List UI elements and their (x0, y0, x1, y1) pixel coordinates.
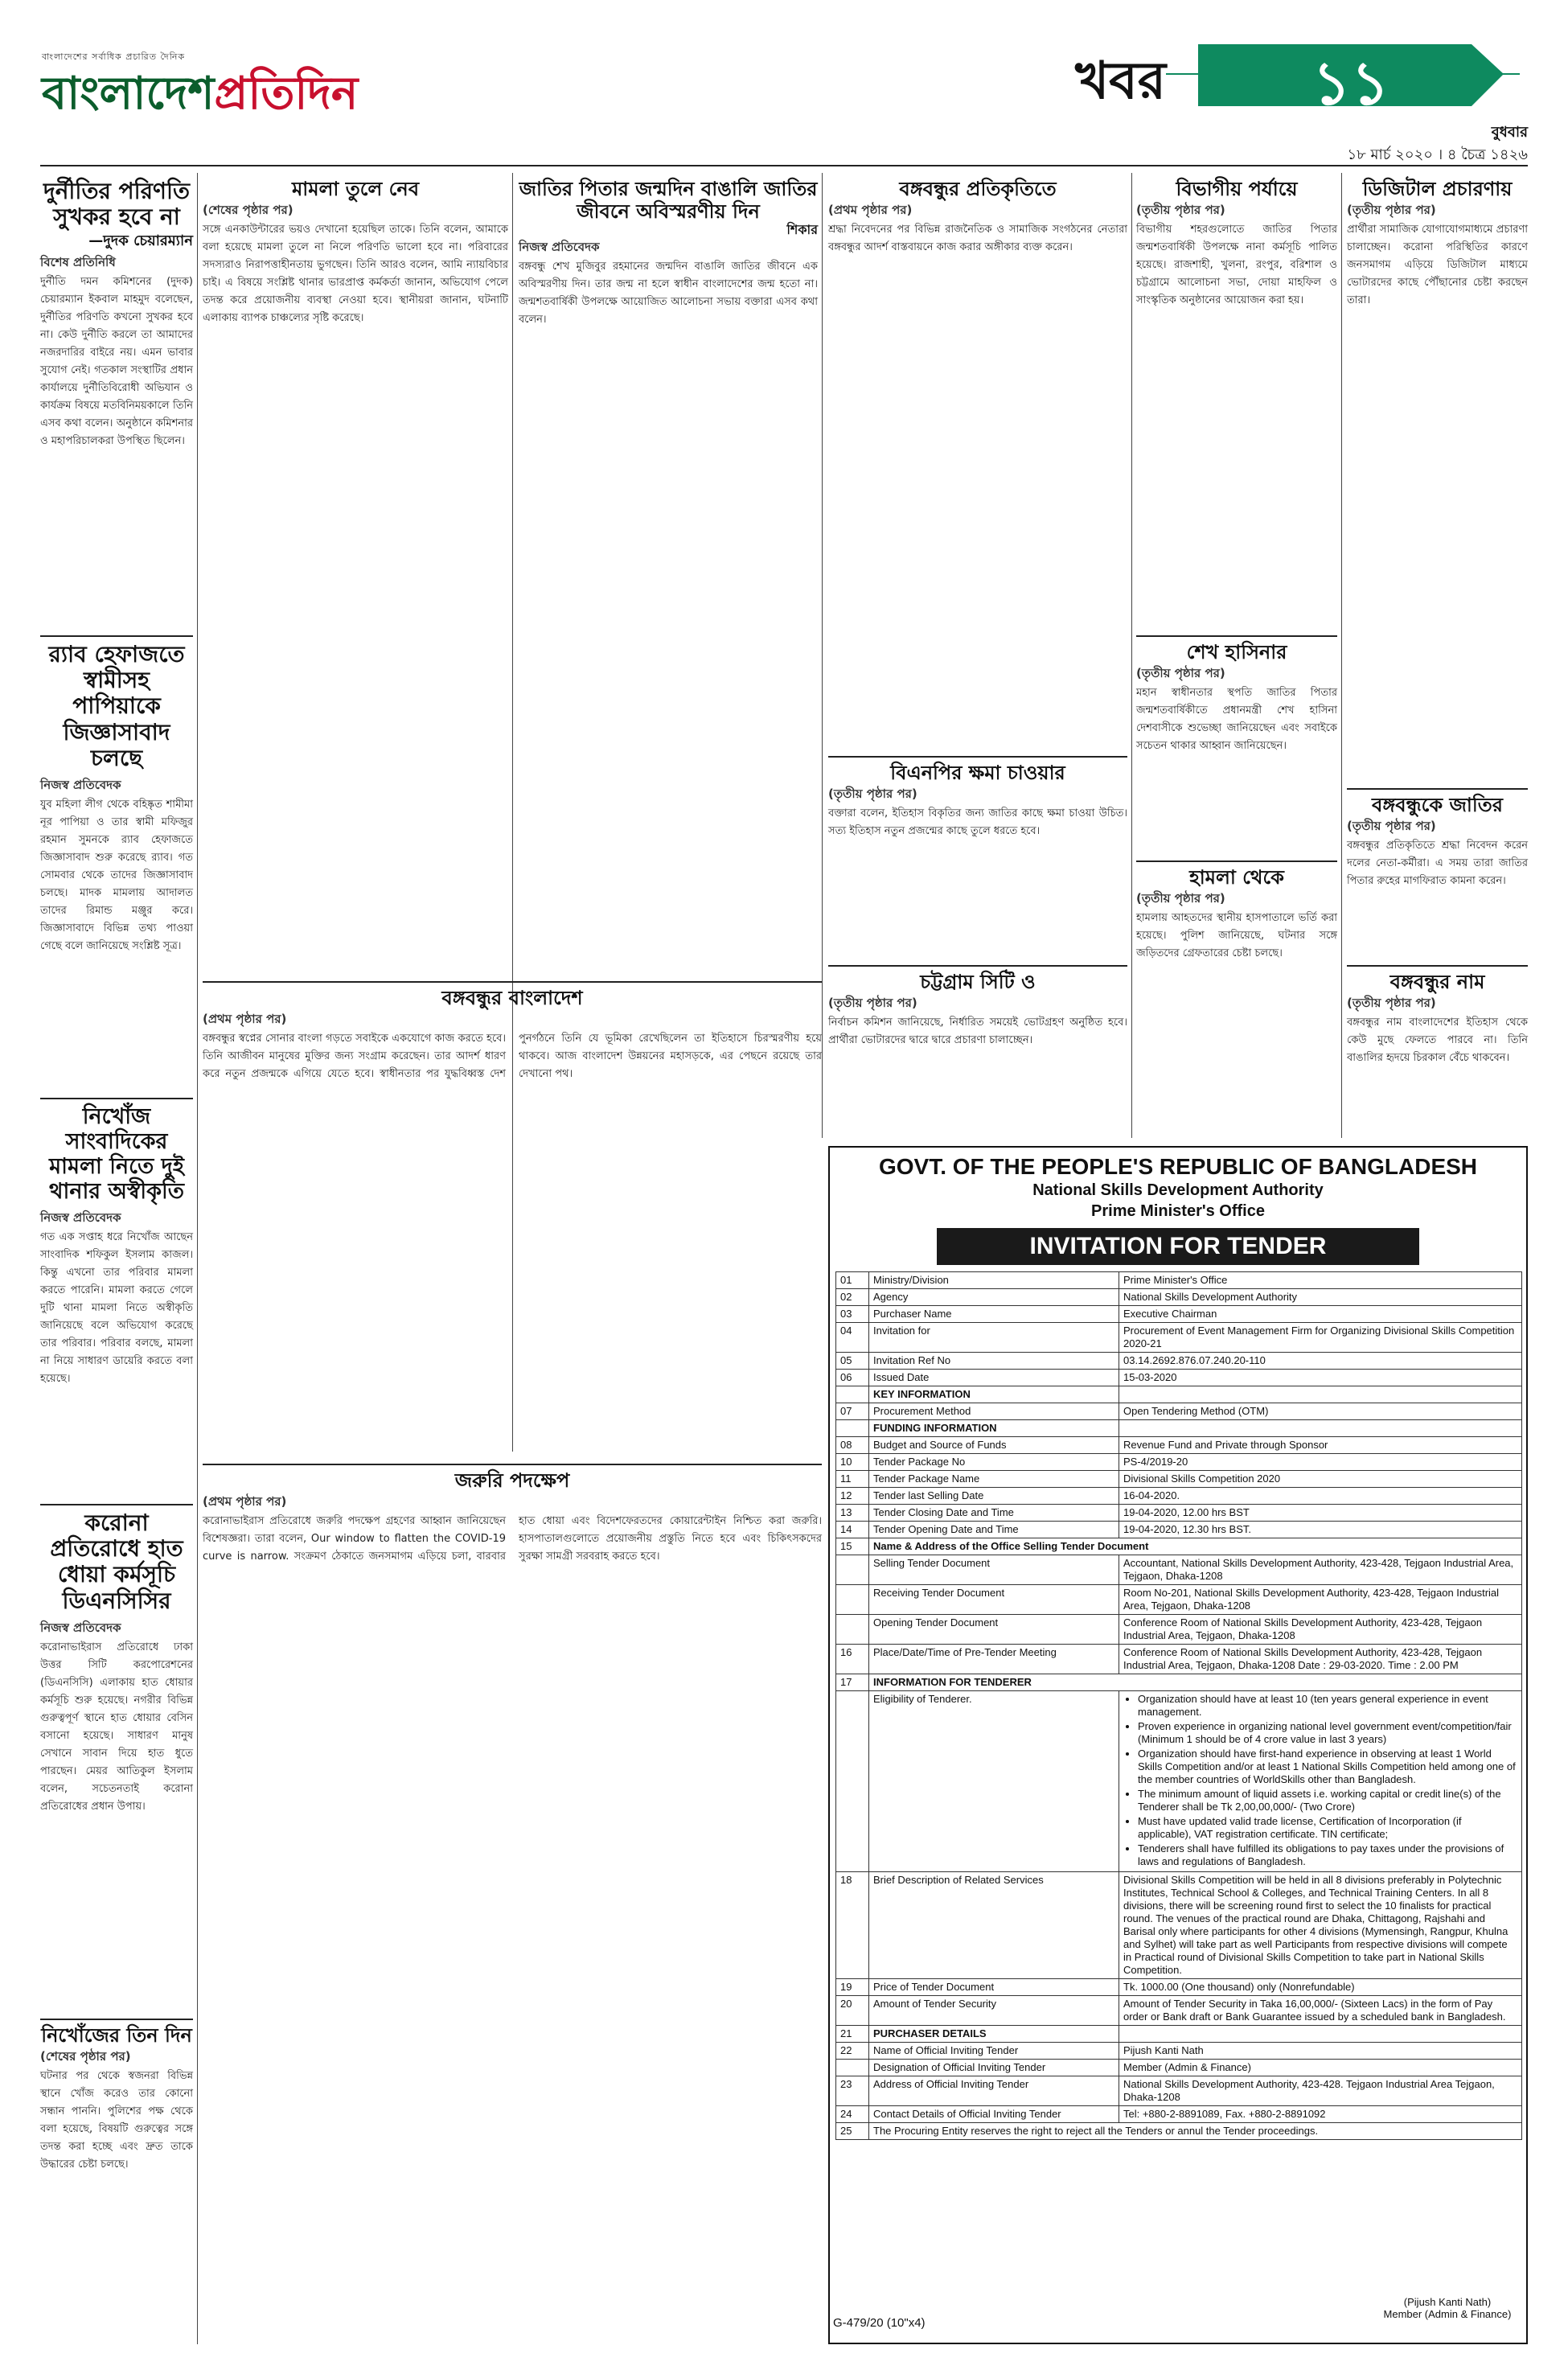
headline: চট্টগ্রাম সিটি ও (920, 971, 1036, 993)
article-divisional (1136, 179, 1337, 581)
tender-title: INVITATION FOR TENDER (937, 1228, 1419, 1265)
continuation: (প্রথম পৃষ্ঠার পর) (203, 1011, 287, 1026)
headline: বিএনপির ক্ষমা চাওয়ার (890, 762, 1065, 784)
headline: বিভাগীয় পর্যায়ে (1176, 178, 1298, 200)
continuation: (প্রথম পৃষ্ঠার পর) (203, 1493, 287, 1509)
masthead-name-part2: প্রতিদিন (214, 67, 359, 120)
tender-row: Designation of Official Inviting Tender Member (Admin & Finance) (836, 2060, 1522, 2076)
continuation: (তৃতীয় পৃষ্ঠার পর) (1347, 818, 1436, 833)
tender-row: FUNDING INFORMATION (836, 1420, 1522, 1437)
article-attack (1136, 860, 1337, 1134)
article-portrait (828, 179, 1127, 613)
tender-row: Opening Tender Document Conference Room of National Skills Development Authority, 423-428, Tejgaon Industrial Area, Tejgaon, Dhaka-1208 (836, 1615, 1522, 1645)
office-rows (836, 1555, 1522, 1645)
tender-row: 20 Amount of Tender Security Amount of Tender Security in Taka 16,00,000/- (Sixteen Lacs) in the form of Pay order or Bank draft or Bank Guarantee issued by a scheduled bank in Bangladesh. (836, 1996, 1522, 2026)
masthead-logo (42, 50, 359, 138)
tender-rows (836, 1272, 1522, 1538)
tender-row: 22 Name of Official Inviting Tender Pijush Kanti Nath (836, 2043, 1522, 2060)
byline: নিজস্ব প্রতিবেদক (40, 777, 121, 792)
tender-row: 01 Ministry/Division Prime Minister's Office (836, 1272, 1522, 1289)
tender-row: 19 Price of Tender Document Tk. 1000.00 (One thousand) only (Nonrefundable) (836, 1979, 1522, 1996)
header-rule (40, 165, 1528, 166)
page-number-badge (1166, 32, 1520, 117)
column-divider (822, 173, 823, 1138)
tender-row: Selling Tender Document Accountant, National Skills Development Authority, 423-428, Tejgaon Industrial Area, Tejgaon, Dhaka-1208 (836, 1555, 1522, 1585)
article-body: দুর্নীতি দমন কমিশনের (দুদক) চেয়ারম্যান ইকবাল মাহমুদ বলেছেন, দুর্নীতির পরিণতি কখনো সুখকর হবে না। কেউ দুর্নীতি করলে তা আমাদের নজরদারির বাইরে নয়। এমন ভাবার সুযোগ নেই। গতকাল সংস্থাটির প্রধান কার্যালয়ে দুর্নীতিবিরোধী অভিযান ও কার্যক্রম বিষয়ে মতবিনিময়কালে তিনি এসব কথা বলেন। অনুষ্ঠানে কমিশনার ও মহাপরিচালকরা উপস্থিত ছিলেন। (40, 276, 193, 448)
headline: নিখোঁজ সাংবাদিকের মামলা নিতে দুই থানার অস্বীকৃতি (49, 1104, 184, 1205)
masthead-tagline: বাংলাদেশের সর্বাধিক প্রচারিত দৈনিক (42, 51, 186, 62)
tender-office: Prime Minister's Office (1091, 1202, 1265, 1220)
continuation: (শেষের পৃষ্ঠার পর) (203, 202, 293, 217)
continuation: (তৃতীয় পৃষ্ঠার পর) (1347, 202, 1436, 217)
headline: বঙ্গবন্ধুর বাংলাদেশ (441, 987, 583, 1009)
eligibility-item: • Tenderers shall have fulfilled its obligations to pay taxes under the provisions of laws and regulations of Bangladesh. (1138, 1842, 1517, 1868)
tender-row: 06 Issued Date 15-03-2020 (836, 1370, 1522, 1386)
tender-row: 10 Tender Package No PS-4/2019-20 (836, 1454, 1522, 1471)
tender-notice (828, 1146, 1528, 2344)
byline: নিজস্ব প্রতিবেদক (519, 239, 600, 254)
eligibility-item: • Must have updated valid trade license, Certification of Incorporation (if applicable), VAT registration certificate. TIN certificate; (1138, 1815, 1517, 1841)
tender-row-eligibility (836, 1691, 1522, 1872)
article-body: মহান স্বাধীনতার স্থপতি জাতির পিতার জন্মশতবার্ষিকীতে প্রধানমন্ত্রী শেখ হাসিনা দেশবাসীকে শুভেচ্ছা জানিয়েছেন এবং সবাইকে সচেতন থাকার আহ্বান জানিয়েছেন। (1136, 686, 1337, 752)
tender-row: 07 Procurement Method Open Tendering Method (OTM) (836, 1403, 1522, 1420)
tender-row-brief: 18 Brief Description of Related Services Divisional Skills Competition will be held in all 8 divisions preferably in Polytechnic Institutes, Technical School & Colleges, and Technical Training Centers. In all 8 divisions, there will be screening round first to select the 10 finalists for practical round. The venues of the practical round are Dhaka, Chittagong, Rajshahi and Barisal only where participants for other 4 divisions (Mymensingh, Rangpur, Khulna and Sylhet) will take part as well Participants from respective divisions will compete in Practical round of Divisional Skills Competition to take part in National Skills Competition. (836, 1872, 1522, 1979)
article-body: বঙ্গবন্ধুর স্বপ্নের সোনার বাংলা গড়তে সবাইকে একযোগে কাজ করতে হবে। তিনি আজীবন মানুষের মুক্তির জন্য সংগ্রাম করেছেন। তার আদর্শ ধারণ করে নতুন প্রজন্মকে এগিয়ে যেতে হবে। স্বাধীনতার পর যুদ্ধবিধ্বস্ত দেশ পুনর্গঠনে তিনি যে ভূমিকা রেখেছিলেন তা ইতিহাসে চিরস্মরণীয় হয়ে থাকবে। আজ বাংলাদেশ উন্নয়নের মহাসড়কে, এর পেছনে রয়েছে তার দেখানো পথ। (203, 1032, 822, 1080)
headline: জরুরি পদক্ষেপ (454, 1469, 570, 1492)
tender-code: G-479/20 (10"x4) (833, 2316, 926, 2330)
kicker: শিকার (786, 222, 818, 238)
article-body: বিভাগীয় শহরগুলোতে জাতির পিতার জন্মশতবার্ষিকী উপলক্ষে নানা কর্মসূচি পালিত হয়েছে। রাজশাহী, খুলনা, রংপুর, বরিশাল ও চট্টগ্রামে আলোচনা সভা, দোয়া মাহফিল ও সাংস্কৃতিক অনুষ্ঠানের আয়োজন করা হয়। (1136, 223, 1337, 306)
section-title: খবর (1075, 51, 1166, 111)
article-papia (40, 635, 193, 1086)
headline: বঙ্গবন্ধুর নাম (1389, 971, 1485, 993)
byline: নিজস্ব প্রতিবেদক (40, 1210, 121, 1226)
byline: নিজস্ব প্রতিবেদক (40, 1620, 121, 1635)
tender-row: 24 Contact Details of Official Inviting Tender Tel: +880-2-8891089, Fax. +880-2-8891092 (836, 2106, 1522, 2123)
headline: মামলা তুলে নেব (291, 178, 420, 200)
article-bangabandhus-bangladesh (203, 981, 822, 1456)
tender-authority: National Skills Development Authority (1032, 1181, 1324, 1199)
article-body: সঙ্গে এনকাউন্টারের ভয়ও দেখানো হয়েছিল তাকে। তিনি বলেন, আমাকে বলা হয়েছে মামলা তুলে না নিলে পরিণতি ভালো হবে না। পরিবারের সদস্যরাও নিরাপত্তাহীনতায় ভুগছেন। তিনি আরও বলেন, আমি ন্যায়বিচার চাই। এ বিষয়ে সংশ্লিষ্ট থানার ভারপ্রাপ্ত কর্মকর্তা জানান, অভিযোগ পেলে তদন্ত করে প্রয়োজনীয় ব্যবস্থা নেওয়া হবে। স্থানীয়রা জানান, ঘটনাটি এলাকায় ব্যাপক চাঞ্চল্যের সৃষ্টি করেছে। (203, 223, 508, 324)
masthead-name-part1: বাংলাদেশ (42, 67, 215, 120)
headline: বঙ্গবন্ধুকে জাতির (1372, 794, 1503, 816)
signatory-title: Member (Admin & Finance) (1383, 2308, 1512, 2320)
continuation: (তৃতীয় পৃষ্ঠার পর) (1136, 202, 1225, 217)
column-divider (1131, 173, 1132, 1138)
article-corruption (40, 179, 193, 629)
headline: শেখ হাসিনার (1186, 641, 1287, 663)
issue-date: ১৮ মার্চ ২০২০ । ৪ চৈত্র ১৪২৬ (1347, 146, 1528, 163)
article-missing-three-days (40, 2019, 193, 2340)
tender-row: 16 Place/Date/Time of Pre-Tender Meeting Conference Room of National Skills Development Authority, 423-428, Tejgaon Industrial Area, Tejgaon, Dhaka-1208 Date : 29-03-2020. Time : 2.00 PM (836, 1645, 1522, 1674)
headline: নিখোঁজের তিন দিন (41, 2024, 192, 2047)
continuation: (শেষের পৃষ্ঠার পর) (40, 2048, 131, 2064)
article-urgent-steps (203, 1464, 822, 2340)
article-body: ঘটনার পর থেকে স্বজনরা বিভিন্ন স্থানে খোঁজ করেও তার কোনো সন্ধান পাননি। পুলিশের পক্ষ থেকে বলা হয়েছে, বিষয়টি গুরুত্বের সঙ্গে তদন্ত করা হচ্ছে এবং দ্রুত তাকে উদ্ধারের চেষ্টা চলছে। (40, 2069, 193, 2171)
article-body: করোনাভাইরাস প্রতিরোধে ঢাকা উত্তর সিটি করপোরেশনের (ডিএনসিসি) এলাকায় হাত ধোয়ার কর্মসূচি শুরু হয়েছে। নগরীর বিভিন্ন গুরুত্বপূর্ণ স্থানে হাত ধোয়ার বেসিন বসানো হয়েছে। সাধারণ মানুষ সেখানে সাবান দিয়ে হাত ধুতে পারছেন। মেয়র আতিকুল ইসলাম বলেন, সচেতনতাই করোনা প্রতিরোধের প্রধান উপায়। (40, 1641, 193, 1813)
tender-row: KEY INFORMATION (836, 1386, 1522, 1403)
headline: করোনা প্রতিরোধে হাত ধোয়া কর্মসূচি ডিএনসিসির (50, 1509, 183, 1614)
tender-row: 03 Purchaser Name Executive Chairman (836, 1306, 1522, 1323)
kicker: —দুদক চেয়ারম্যান (88, 232, 193, 250)
continuation: (তৃতীয় পৃষ্ঠার পর) (828, 786, 917, 801)
article-body: করোনাভাইরাস প্রতিরোধে জরুরি পদক্ষেপ গ্রহণের আহ্বান জানিয়েছেন বিশেষজ্ঞরা। তারা বলেন, Our window to flatten the COVID-19 curve is narrow. সংক্রমণ ঠেকাতে জনসমাগম এড়িয়ে চলা, বারবার হাত ধোয়া এবং বিদেশফেরতদের কোয়ারেন্টাইন নিশ্চিত করা জরুরি। হাসপাতালগুলোতে প্রয়োজনীয় প্রস্তুতি নিতে হবে এবং চিকিৎসকদের সুরক্ষা সামগ্রী সরবরাহ করতে হবে। (203, 1514, 822, 1563)
tender-row: Receiving Tender Document Room No-201, National Skills Development Authority, 423-428, Tejgaon Industrial Area, Tejgaon, Dhaka-1208 (836, 1585, 1522, 1615)
issue-day: বুধবার (1491, 124, 1528, 141)
headline: জাতির পিতার জন্মদিন বাঙালি জাতির জীবনে অবিস্মরণীয় দিন (519, 178, 818, 223)
article-body: বঙ্গবন্ধুর নাম বাংলাদেশের ইতিহাস থেকে কেউ মুছে ফেলতে পারবে না। তিনি বাঙালির হৃদয়ে চিরকাল বেঁচে থাকবেন। (1347, 1016, 1528, 1064)
tender-row: 21 PURCHASER DETAILS (836, 2026, 1522, 2043)
article-handwash (40, 1504, 193, 2011)
article-body: হামলায় আহতদের স্থানীয় হাসপাতালে ভর্তি করা হয়েছে। পুলিশ জানিয়েছে, ঘটনার সঙ্গে জড়িতদের গ্রেফতারের চেষ্টা চলছে। (1136, 911, 1337, 959)
article-fathers-birthday (519, 179, 818, 565)
article-body: বক্তারা বলেন, ইতিহাস বিকৃতির জন্য জাতির কাছে ক্ষমা চাওয়া উচিত। সত্য ইতিহাস নতুন প্রজন্মের কাছে তুলে ধরতে হবে। (828, 807, 1127, 837)
page-number: ১১ (1311, 49, 1390, 118)
office-row-label: Name & Address of the Office Selling Tender Document (869, 1538, 1522, 1555)
continuation: (তৃতীয় পৃষ্ঠার পর) (1347, 995, 1436, 1010)
eligibility-list (1123, 1693, 1517, 1868)
article-tribute (1347, 788, 1528, 957)
byline: বিশেষ প্রতিনিধি (40, 255, 116, 270)
continuation: (তৃতীয় পৃষ্ঠার পর) (1136, 665, 1225, 680)
tender-rows-purchaser (836, 1979, 1522, 2123)
tender-row: 04 Invitation for Procurement of Event Management Firm for Organizing Divisional Skills Competition 2020-21 (836, 1323, 1522, 1353)
info-for-tenderer: INFORMATION FOR TENDERER (869, 1674, 1522, 1691)
headline: দুর্নীতির পরিণতি সুখকর হবে না (43, 178, 190, 231)
tender-row: 08 Budget and Source of Funds Revenue Fund and Private through Sponsor (836, 1437, 1522, 1454)
article-sheikh-hasina (1136, 635, 1337, 852)
article-journalist (40, 1098, 193, 1496)
tender-row: 05 Invitation Ref No 03.14.2692.876.07.240.20-110 (836, 1353, 1522, 1370)
headline: র‌্যাব হেফাজতে স্বামীসহ পাপিয়াকে জিজ্ঞাসাবাদ চলছে (48, 641, 185, 771)
article-body: যুব মহিলা লীগ থেকে বহিষ্কৃত শামীমা নূর পাপিয়া ও তার স্বামী মফিজুর রহমান সুমনকে র‌্যাব হেফাজতে জিজ্ঞাসাবাদ শুরু করেছে র‌্যাব। গত সোমবার থেকে তাদের জিজ্ঞাসাবাদ চলছে। মাদক মামলায় আদালত তাদের রিমান্ড মঞ্জুর করে। জিজ্ঞাসাবাদে বিভিন্ন তথ্য পাওয়া গেছে বলে জানিয়েছে সংশ্লিষ্ট সূত্র। (40, 798, 193, 952)
tender-row: 11 Tender Package Name Divisional Skills Competition 2020 (836, 1471, 1522, 1488)
tender-row: 17 INFORMATION FOR TENDERER (836, 1674, 1522, 1691)
eligibility-item: • The minimum amount of liquid assets i.e. working capital or credit line(s) of the Tenderer shall be Tk 2,00,00,000/- (Two Crore) (1138, 1788, 1517, 1813)
masthead-name (42, 65, 359, 121)
article-withdraw-case (203, 179, 508, 975)
column-divider (1341, 173, 1342, 1138)
article-body: নির্বাচন কমিশন জানিয়েছে, নির্ধারিত সময়েই ভোটগ্রহণ অনুষ্ঠিত হবে। প্রার্থীরা ভোটারদের দ্বারে দ্বারে প্রচারণা চালাচ্ছেন। (828, 1016, 1127, 1046)
headline: হামলা থেকে (1189, 866, 1284, 889)
continuation: (তৃতীয় পৃষ্ঠার পর) (1136, 890, 1225, 906)
signatory (1367, 2296, 1528, 2320)
article-chattogram (828, 965, 1127, 1134)
article-body: শ্রদ্ধা নিবেদনের পর বিভিন্ন রাজনৈতিক ও সামাজিক সংগঠনের নেতারা বঙ্গবন্ধুর আদর্শ বাস্তবায়নে কাজ করার অঙ্গীকার ব্যক্ত করেন। (828, 223, 1127, 253)
tender-row: 12 Tender last Selling Date 16-04-2020. (836, 1488, 1522, 1505)
eligibility-item: • Organization should have first-hand experience in observing at least 1 World Skills Competition and/or at least 1 National Skills Competition held among one of the member countries of WorldSkills other than Bangladesh. (1138, 1748, 1517, 1786)
continuation: (তৃতীয় পৃষ্ঠার পর) (828, 995, 917, 1010)
continuation: (প্রথম পৃষ্ঠার পর) (828, 202, 913, 217)
tender-table (835, 1271, 1522, 2140)
tender-row: 14 Tender Opening Date and Time 19-04-2020, 12.30 hrs BST. (836, 1522, 1522, 1538)
article-digital (1347, 179, 1528, 758)
tender-row: 23 Address of Official Inviting Tender National Skills Development Authority, 423-428. Tejgaon Industrial Area Tejgaon, Dhaka-1208 (836, 2076, 1522, 2106)
headline: বঙ্গবন্ধুর প্রতিকৃতিতে (899, 178, 1057, 200)
article-body: প্রার্থীরা সামাজিক যোগাযোগমাধ্যমে প্রচারণা চালাচ্ছেন। করোনা পরিস্থিতির কারণে জনসমাগম এড়িয়ে ডিজিটাল মাধ্যমে ভোটারদের কাছে পৌঁছানোর চেষ্টা করছেন তারা। (1347, 223, 1528, 306)
tender-row: 02 Agency National Skills Development Authority (836, 1289, 1522, 1306)
article-body: বঙ্গবন্ধু শেখ মুজিবুর রহমানের জন্মদিন বাঙালি জাতির জীবনে এক অবিস্মরণীয় দিন। তার জন্ম না হলে স্বাধীন বাংলাদেশের জন্ম হতো না। জন্মশতবার্ষিকী উপলক্ষে আয়োজিত আলোচনা সভায় বক্তারা এসব কথা বলেন। (519, 260, 818, 326)
article-bnp (828, 756, 1127, 957)
tender-row-reserve: 25 The Procuring Entity reserves the right to reject all the Tenders or annul the Tender proceedings. (836, 2123, 1522, 2140)
article-name (1347, 965, 1528, 1134)
signatory-name: (Pijush Kanti Nath) (1403, 2296, 1492, 2308)
eligibility-label: Eligibility of Tenderer. (869, 1691, 1119, 1872)
tender-row: 13 Tender Closing Date and Time 19-04-2020, 12.00 hrs BST (836, 1505, 1522, 1522)
column-divider (197, 173, 198, 2344)
article-body: গত এক সপ্তাহ ধরে নিখোঁজ আছেন সাংবাদিক শফিকুল ইসলাম কাজল। কিন্তু এখনো তার পরিবার মামলা করতে পারেনি। মামলা করতে গেলে দুটি থানা মামলা নিতে অস্বীকৃতি জানিয়েছে বলে অভিযোগ করেছে তার পরিবার। পরিবার বলছে, মামলা না নিয়ে সাধারণ ডায়েরি করতে বলা হয়েছে। (40, 1231, 193, 1386)
eligibility-item: • Proven experience in organizing national level government event/competition/fair (Minimum 1 should be of 4 crore value in last 3 years) (1138, 1720, 1517, 1746)
eligibility-item: • Organization should have at least 10 (ten years general experience in event management. (1138, 1693, 1517, 1719)
headline: ডিজিটাল প্রচারণায় (1362, 178, 1513, 200)
tender-row: 15 Name & Address of the Office Selling Tender Document (836, 1538, 1522, 1555)
tender-govt: GOVT. OF THE PEOPLE'S REPUBLIC OF BANGLADESH (878, 1154, 1478, 1179)
article-body: বঙ্গবন্ধুর প্রতিকৃতিতে শ্রদ্ধা নিবেদন করেন দলের নেতা-কর্মীরা। এ সময় তারা জাতির পিতার রুহের মাগফিরাত কামনা করেন। (1347, 839, 1528, 887)
